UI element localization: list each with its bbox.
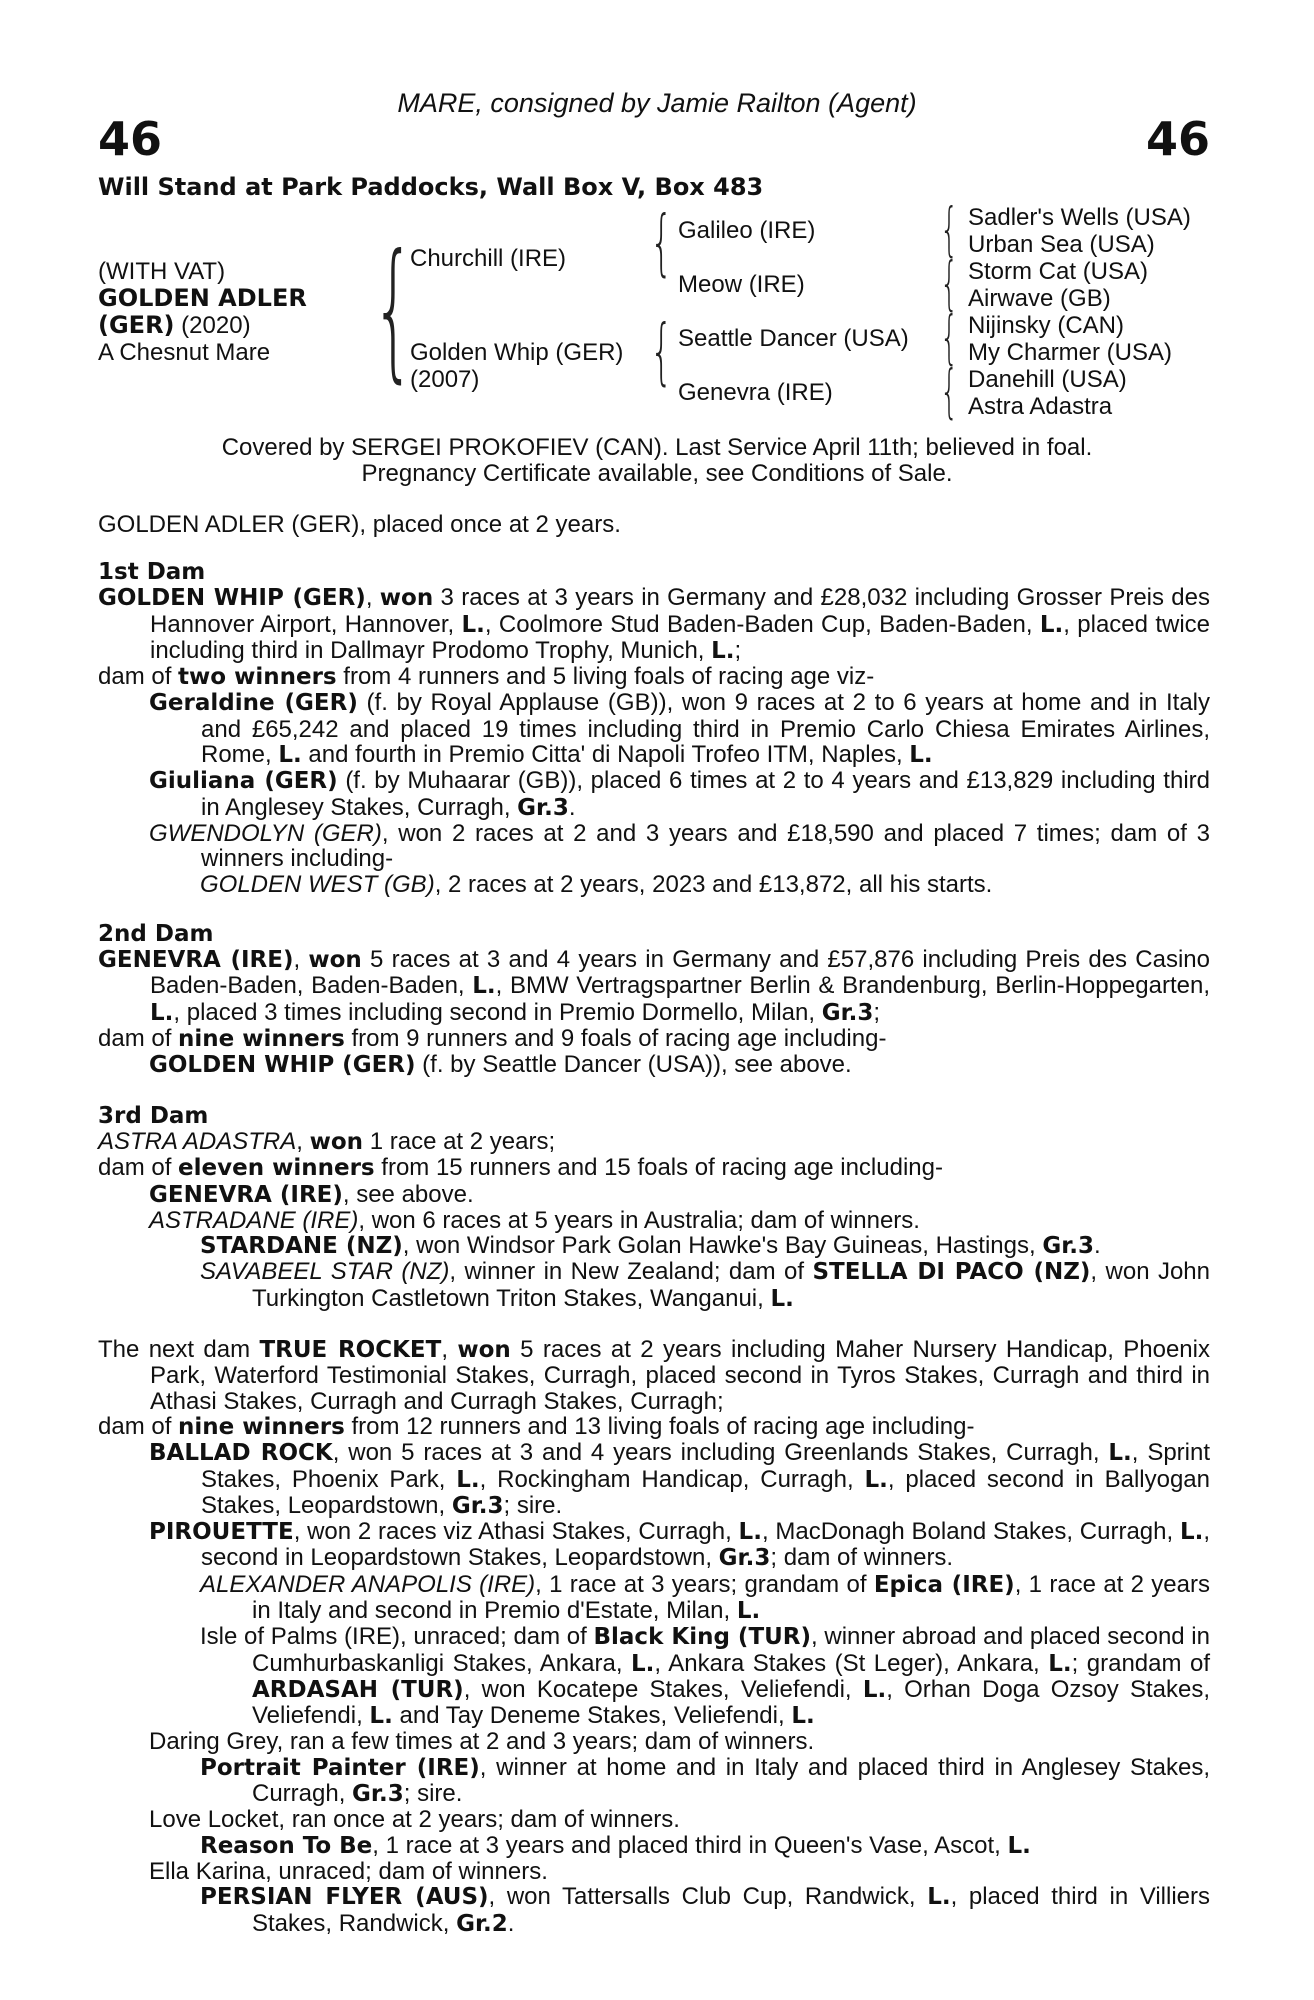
first-dam-record: GOLDEN WHIP (GER), won 3 races at 3 years in Germany and £28,032 including Grosser Preis des Hannover Airport, Hannover, L., Coolmore Stud Baden-Baden Cup, Baden-Baden, L., placed twice including third in Dallmayr Prodomo Trophy, Munich, L.;: [98, 584, 1211, 664]
pedigree-sire-sire: Galileo (IRE): [678, 217, 816, 244]
pedigree-sds: Storm Cat (USA): [968, 258, 1149, 285]
produce-gwendolyn: GWENDOLYN (GER), won 2 races at 2 and 3 years and £18,590 and placed 7 times; dam of 3 winners including-: [149, 819, 1210, 873]
next-dam-record: The next dam TRUE ROCKET, won 5 races at 2 years including Maher Nursery Handicap, Phoenix Park, Waterford Testimonial Stakes, Curragh, placed second in Tyros Stakes, Curragh and third in Athasi Stakes, Curragh and Curragh Stakes, Curragh;: [98, 1336, 1210, 1415]
dd-brace: {: [940, 357, 959, 425]
produce-stardane: STARDANE (NZ), won Windsor Park Golan Hawke's Bay Guineas, Hastings, Gr.3.: [200, 1232, 1101, 1260]
sd-brace: {: [940, 249, 959, 317]
produce-ballad-rock: BALLAD ROCK, won 5 races at 3 and 4 years including Greenlands Stakes, Curragh, L., Sprint Stakes, Phoenix Park, L., Rockingham Handicap, Curragh, L., placed second in Ballyogan Stakes, Leopardstown, Gr.3; sire.: [149, 1439, 1211, 1519]
third-dam-produce: dam of eleven winners from 15 runners and 15 foals of racing age including-: [98, 1154, 943, 1182]
lot-number-right: 46: [1145, 112, 1210, 166]
pedigree-dsd: My Charmer (USA): [968, 339, 1173, 366]
produce-love-locket: Love Locket, ran once at 2 years; dam of winners.: [149, 1806, 680, 1834]
produce-golden-whip: GOLDEN WHIP (GER) (f. by Seattle Dancer (USA)), see above.: [149, 1051, 852, 1079]
horse-summary: GOLDEN ADLER (GER), placed once at 2 years.: [98, 511, 621, 538]
first-dam-produce: dam of two winners from 4 runners and 5 living foals of racing age viz-: [98, 663, 875, 691]
produce-pirouette: PIROUETTE, won 2 races viz Athasi Stakes, Curragh, L., MacDonagh Boland Stakes, Curragh, L., second in Leopardstown Stakes, Leopardstown, Gr.3; dam of winners.: [149, 1518, 1211, 1572]
first-dam-heading: 1st Dam: [98, 559, 206, 585]
pedigree-brace: {: [372, 223, 415, 397]
ds-brace: {: [940, 303, 959, 371]
produce-reason-to-be: Reason To Be, 1 race at 3 years and placed third in Queen's Vase, Ascot, L.: [200, 1831, 1031, 1859]
vat-note: (WITH VAT): [98, 258, 226, 285]
produce-golden-west: GOLDEN WEST (GB), 2 races at 2 years, 2023 and £13,872, all his starts.: [200, 870, 993, 898]
produce-ella-karina: Ella Karina, unraced; dam of winners.: [149, 1857, 548, 1885]
catalogue-body: [98, 560, 1210, 1937]
covered-line-1: Covered by SERGEI PROKOFIEV (CAN). Last Service April 11th; believed in foal.: [221, 434, 1093, 461]
produce-savabeel-star: SAVABEEL STAR (NZ), winner in New Zealand; dam of STELLA DI PACO (NZ), won John Turkington Castletown Triton Stakes, Wanganui, L.: [200, 1258, 1211, 1312]
pedigree-sire-dam: Meow (IRE): [678, 271, 805, 298]
second-dam-produce: dam of nine winners from 9 runners and 9 foals of racing age including-: [98, 1025, 887, 1053]
pedigree-sire: Churchill (IRE): [410, 245, 567, 272]
produce-daring-grey: Daring Grey, ran a few times at 2 and 3 years; dam of winners.: [149, 1728, 815, 1756]
dam-brace: {: [650, 309, 673, 393]
consignor-line: MARE, consigned by Jamie Railton (Agent): [397, 88, 917, 118]
pedigree-dss: Nijinsky (CAN): [968, 312, 1124, 339]
sire-brace: {: [650, 200, 673, 284]
stand-location: Will Stand at Park Paddocks, Wall Box V, Box 483: [98, 173, 764, 201]
lot-number-left: 46: [98, 112, 163, 166]
pedigree-ssd: Urban Sea (USA): [968, 231, 1155, 258]
pedigree-dam-dam: Genevra (IRE): [678, 379, 833, 406]
horse-description: A Chesnut Mare: [98, 339, 271, 366]
next-dam-produce: dam of nine winners from 12 runners and 13 living foals of racing age including-: [98, 1412, 975, 1440]
horse-name-country-year: (GER) (2020): [98, 311, 251, 339]
produce-isle-of-palms: Isle of Palms (IRE), unraced; dam of Black King (TUR), winner abroad and placed second in Cumhurbaskanligi Stakes, Ankara, L., Ankara Stakes (St Leger), Ankara, L.; grandam of ARDASAH (TUR), won Kocatepe Stakes, Veliefendi, L., Orhan Doga Ozsoy Stakes, Veliefendi, L. and Tay Deneme Stakes, Veliefendi, L.: [200, 1623, 1210, 1730]
pedigree-dam-sire: Seattle Dancer (USA): [678, 325, 909, 352]
pedigree-sss: Sadler's Wells (USA): [968, 204, 1191, 231]
pedigree-ddd: Astra Adastra: [968, 393, 1113, 420]
second-dam-heading: 2nd Dam: [98, 920, 214, 947]
third-dam-heading: 3rd Dam: [98, 1102, 209, 1129]
horse-name: GOLDEN ADLER: [98, 284, 307, 312]
produce-alexander-anapolis: ALEXANDER ANAPOLIS (IRE), 1 race at 3 years; grandam of Epica (IRE), 1 race at 2 years in Italy and second in Premio d'Estate, Milan, L.: [200, 1570, 1210, 1624]
pedigree-dam-year: (2007): [410, 366, 480, 393]
produce-genevra: GENEVRA (IRE), see above.: [149, 1180, 474, 1208]
produce-astradane: ASTRADANE (IRE), won 6 races at 5 years in Australia; dam of winners.: [149, 1206, 920, 1234]
pedigree-sdd: Airwave (GB): [968, 285, 1111, 312]
second-dam-record: GENEVRA (IRE), won 5 races at 3 and 4 years in Germany and £57,876 including Preis des Casino Baden-Baden, Baden-Baden, L., BMW Vertragspartner Berlin & Brandenburg, Berlin-Hoppegarten, L., placed 3 times including second in Premio Dormello, Milan, Gr.3;: [98, 946, 1210, 1026]
produce-giuliana: Giuliana (GER) (f. by Muhaarar (GB)), placed 6 times at 2 to 4 years and £13,829 including third in Anglesey Stakes, Curragh, Gr.3.: [149, 767, 1210, 821]
pedigree-dds: Danehill (USA): [968, 366, 1127, 393]
produce-persian-flyer: PERSIAN FLYER (AUS), won Tattersalls Club Cup, Randwick, L., placed third in Villiers Stakes, Randwick, Gr.2.: [200, 1883, 1210, 1937]
produce-geraldine: Geraldine (GER) (f. by Royal Applause (GB)), won 9 races at 2 to 6 years at home and in Italy and £65,242 and placed 19 times including third in Premio Carlo Chiesa Emirates Airlines, Rome, L. and fourth in Premio Citta' di Napoli Trofeo ITM, Naples, L.: [149, 689, 1210, 769]
third-dam-record: ASTRA ADASTRA, won 1 race at 2 years;: [98, 1127, 556, 1155]
pedigree-dam: Golden Whip (GER): [410, 339, 624, 366]
ss-brace: {: [940, 195, 959, 263]
covered-line-2: Pregnancy Certificate available, see Conditions of Sale.: [361, 460, 953, 487]
produce-portrait-painter: Portrait Painter (IRE), winner at home and in Italy and placed third in Anglesey Stakes, Curragh, Gr.3; sire.: [200, 1753, 1211, 1808]
